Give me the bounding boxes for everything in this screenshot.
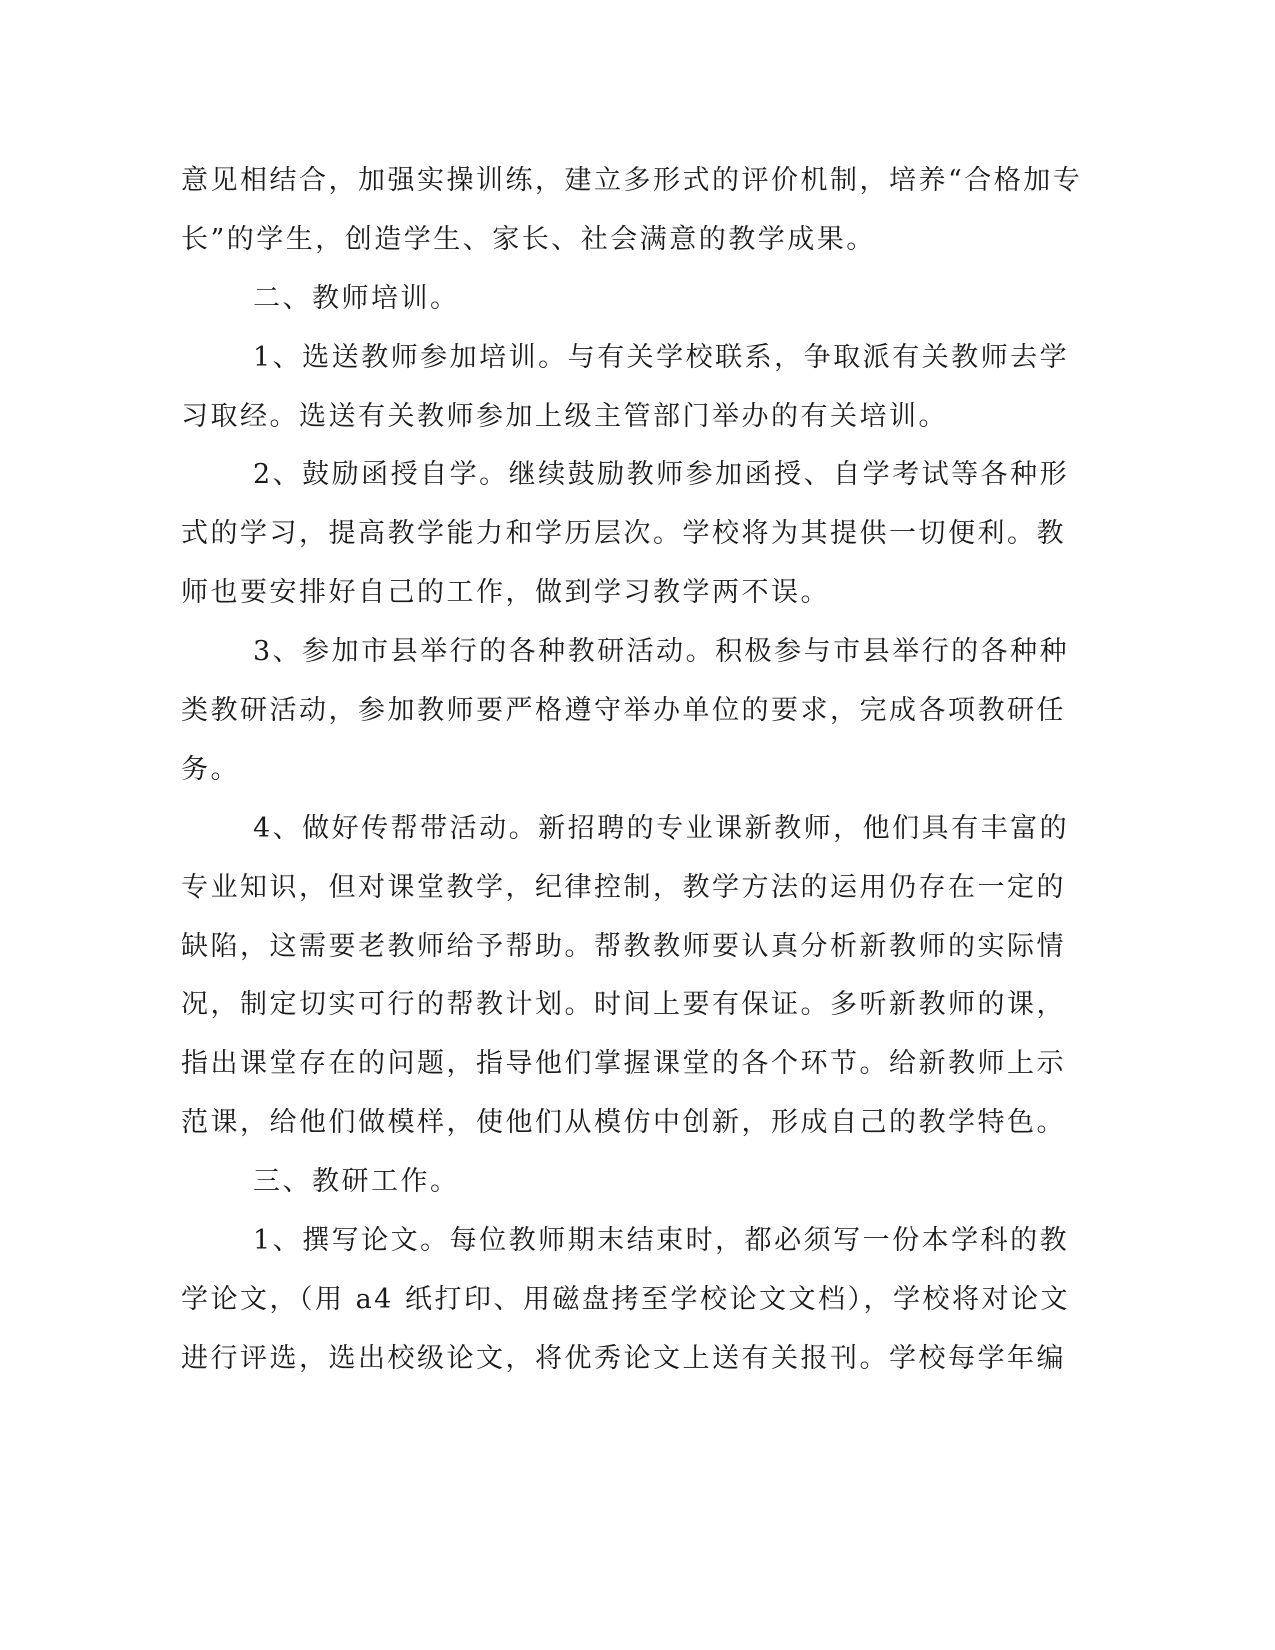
text-line: 习取经。选送有关教师参加上级主管部门举办的有关培训。 (181, 400, 948, 432)
text-line: 式的学习，提高教学能力和学历层次。学校将为其提供一切便利。教 (181, 518, 1066, 550)
text-line: 务。 (181, 753, 240, 785)
text-line: 范课，给他们做模样，使他们从模仿中创新，形成自己的教学特色。 (181, 1107, 1066, 1139)
text-line: 2、鼓励函授自学。继续鼓励教师参加函授、自学考试等各种形 (253, 459, 1070, 491)
document-page (181, 152, 1083, 1389)
section-heading: 三、教研工作。 (253, 1166, 460, 1198)
section-heading: 二、教师培训。 (253, 282, 460, 314)
text-line: 进行评选，选出校级论文，将优秀论文上送有关报刊。学校每学年编 (181, 1342, 1066, 1374)
text-line: 专业知识，但对课堂教学，纪律控制，教学方法的运用仍存在一定的 (181, 871, 1066, 903)
text-line: 长”的学生，创造学生、家长、社会满意的教学成果。 (181, 223, 876, 255)
text-line: 指出课堂存在的问题，指导他们掌握课堂的各个环节。给新教师上示 (181, 1048, 1066, 1080)
text-line: 4、做好传帮带活动。新招聘的专业课新教师，他们具有丰富的 (253, 812, 1070, 844)
text-line: 况，制定切实可行的帮教计划。时间上要有保证。多听新教师的课， (181, 989, 1066, 1021)
text-line: 3、参加市县举行的各种教研活动。积极参与市县举行的各种种 (253, 636, 1070, 668)
text-line: 缺陷，这需要老教师给予帮助。帮教教师要认真分析新教师的实际情 (181, 930, 1066, 962)
text-line: 1、撰写论文。每位教师期末结束时，都必须写一份本学科的教 (253, 1225, 1070, 1257)
text-line: 师也要安排好自己的工作，做到学习教学两不误。 (181, 577, 830, 609)
text-line: 1、选送教师参加培训。与有关学校联系，争取派有关教师去学 (253, 341, 1070, 373)
text-line: 意见相结合，加强实操训练，建立多形式的评价机制，培养“合格加专 (181, 165, 1083, 196)
text-line: 学论文，（用 a4 纸打印、用磁盘拷至学校论文文档），学校将对论文 (181, 1283, 1070, 1315)
text-line: 类教研活动，参加教师要严格遵守举办单位的要求，完成各项教研任 (181, 695, 1066, 727)
